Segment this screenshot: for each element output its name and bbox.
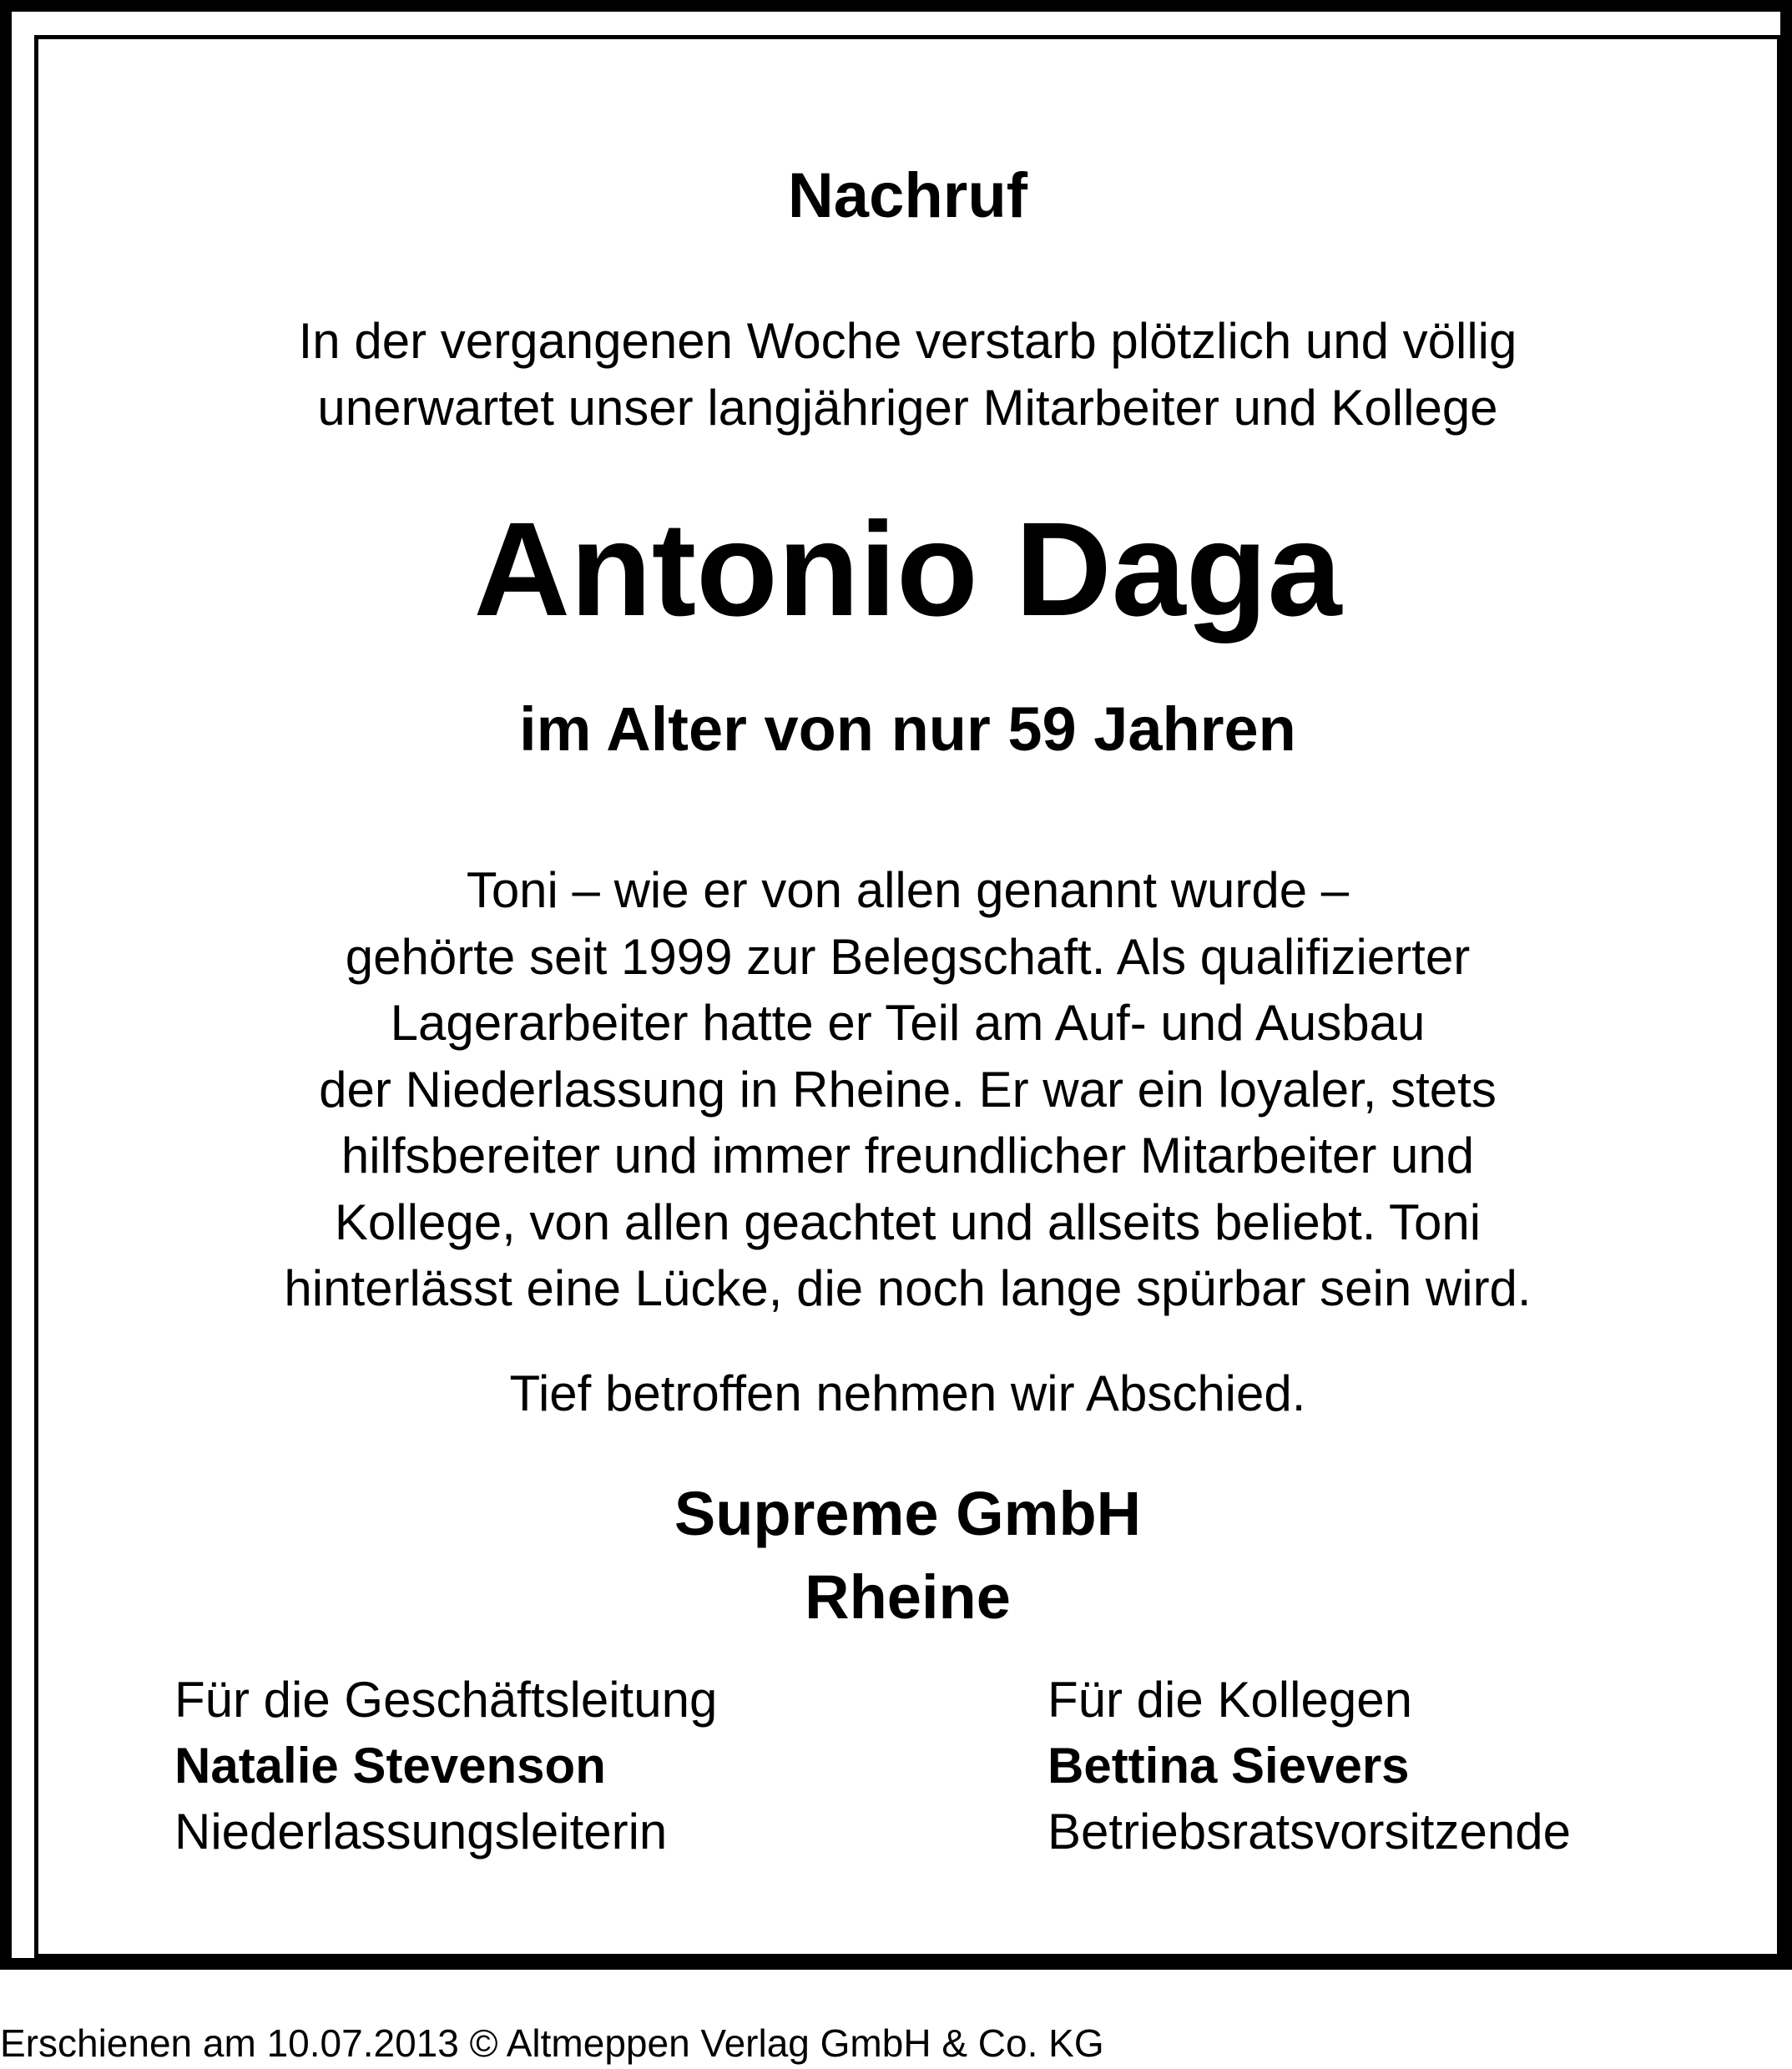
publication-footer: Erschienen am 10.07.2013 © Altmeppen Verlag GmbH & Co. KG (0, 2021, 1104, 2065)
obituary-heading: Nachruf (787, 160, 1028, 231)
signature-title: Niederlassungsleiterin (174, 1804, 668, 1860)
obituary-inner-frame (34, 35, 1781, 1958)
company-block (38, 1472, 1777, 1639)
obituary-body (38, 857, 1777, 1322)
body-line: der Niederlassung in Rheine. Er war ein loyaler, stets (319, 1061, 1497, 1118)
signature-role: Für die Kollegen (1047, 1672, 1412, 1728)
signature-colleagues (1047, 1667, 1571, 1865)
signature-name: Natalie Stevenson (174, 1738, 606, 1794)
signature-name: Bettina Sievers (1047, 1738, 1410, 1794)
body-line: Lagerarbeiter hatte er Teil am Auf- und Ausbau (390, 995, 1426, 1051)
body-line: gehörte seit 1999 zur Belegschaft. Als qualifizierter (345, 928, 1471, 985)
intro-line: In der vergangenen Woche verstarb plötzlich und völlig (298, 313, 1517, 369)
signature-role: Für die Geschäftsleitung (174, 1672, 718, 1728)
farewell-text: Tief betroffen nehmen wir Abschied. (509, 1365, 1306, 1421)
company-city: Rheine (805, 1562, 1011, 1632)
age-line: im Alter von nur 59 Jahren (519, 694, 1296, 764)
signature-title: Betriebsratsvorsitzende (1047, 1804, 1571, 1860)
body-line: Kollege, von allen geachtet und allseits beliebt. Toni (334, 1193, 1482, 1250)
company-name: Supreme GmbH (674, 1479, 1142, 1548)
body-line: Toni – wie er von allen genannt wurde – (466, 862, 1350, 918)
intro-text (38, 308, 1777, 442)
signature-management (174, 1667, 717, 1865)
intro-line: unerwartet unser langjähriger Mitarbeiter und Kollege (317, 380, 1498, 436)
deceased-name: Antonio Daga (473, 494, 1342, 643)
body-line: hilfsbereiter und immer freundlicher Mitarbeiter und (341, 1128, 1475, 1183)
body-line: hinterlässt eine Lücke, die noch lange spürbar sein wird. (284, 1260, 1532, 1316)
